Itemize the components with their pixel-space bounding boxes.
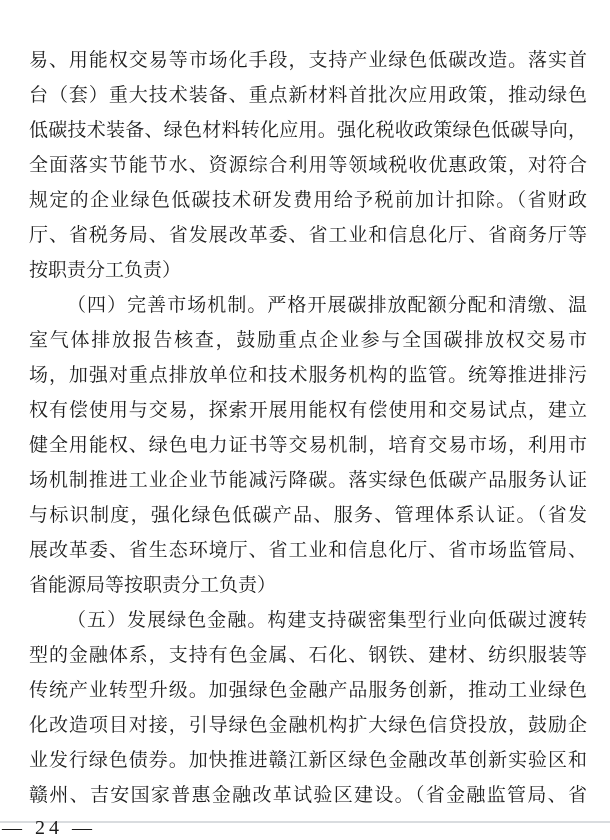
text-line: 台（套）重大技术装备、重点新材料首批次应用政策，推动绿色: [29, 85, 587, 106]
text-line: 传统产业转型升级。加强绿色金融产品服务创新，推动工业绿色: [29, 680, 587, 701]
document-text: [29, 43, 587, 813]
text-line: 场机制推进工业企业节能减污降碳。落实绿色低碳产品服务认证: [29, 470, 587, 491]
text-line: （五）发展绿色金融。构建支持碳密集型行业向低碳过渡转: [67, 610, 587, 631]
text-line: 化改造项目对接，引导绿色金融机构扩大绿色信贷投放，鼓励企: [29, 715, 587, 736]
text-line: 省能源局等按职责分工负责）: [29, 575, 277, 596]
text-line: 规定的企业绿色低碳技术研发费用给予税前加计扣除。（省财政: [29, 190, 587, 211]
paragraph-4-market-mechanism: [29, 288, 587, 603]
text-line: 健全用能权、绿色电力证书等交易机制，培育交易市场，利用市: [29, 435, 587, 456]
paragraph-tax-policy-continuation: [29, 43, 587, 288]
text-line: 厅、省税务局、省发展改革委、省工业和信息化厅、省商务厅等: [29, 225, 587, 246]
text-line: 与标识制度，强化绿色低碳产品、服务、管理体系认证。（省发: [29, 505, 587, 526]
text-line: 型的金融体系，支持有色金属、石化、钢铁、建材、纺织服装等: [29, 645, 587, 666]
text-line: 场，加强对重点排放单位和技术服务机构的监管。统筹推进排污: [29, 365, 587, 386]
text-line: 全面落实节能节水、资源综合利用等领域税收优惠政策，对符合: [29, 155, 587, 176]
text-line: 室气体排放报告核查，鼓励重点企业参与全国碳排放权交易市: [29, 330, 587, 351]
text-line: 易、用能权交易等市场化手段，支持产业绿色低碳改造。落实首: [29, 50, 587, 71]
text-line: 按职责分工负责）: [29, 260, 182, 281]
text-line: 低碳技术装备、绿色材料转化应用。强化税收政策绿色低碳导向，: [29, 120, 587, 141]
text-line: 展改革委、省生态环境厅、省工业和信息化厅、省市场监管局、: [29, 540, 587, 561]
text-line: 权有偿使用与交易，探索开展用能权有偿使用和交易试点，建立: [29, 400, 587, 421]
text-line: 赣州、吉安国家普惠金融改革试验区建设。（省金融监管局、省: [29, 785, 587, 806]
text-line: 业发行绿色债券。加快推进赣江新区绿色金融改革创新实验区和: [29, 750, 587, 771]
text-line: （四）完善市场机制。严格开展碳排放配额分配和清缴、温: [67, 295, 587, 316]
paragraph-5-green-finance: [29, 603, 587, 813]
page-number: — 24 —: [2, 817, 96, 839]
